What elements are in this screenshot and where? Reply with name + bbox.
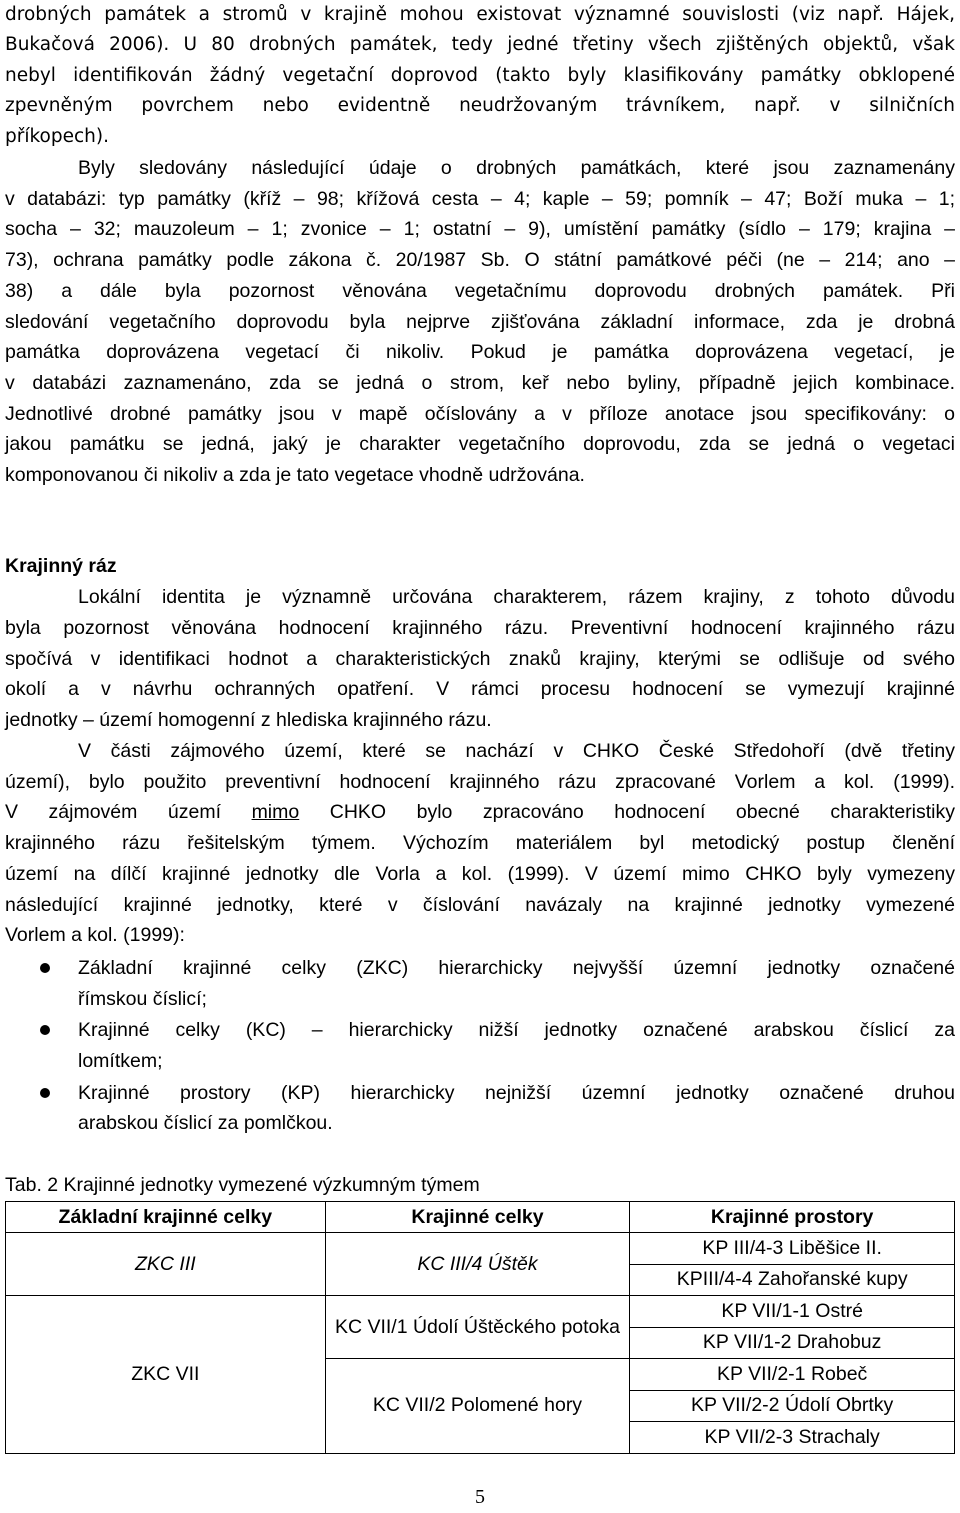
- bullet-text: římskou číslicí;: [78, 988, 207, 1010]
- text-span: CHKO bylo zpracováno hodnocení obecné charakteristiky: [299, 801, 956, 823]
- column-header: Základní krajinné celky: [6, 1202, 326, 1233]
- underlined-word: mimo: [251, 801, 300, 823]
- text-line: následující krajinné jednotky, které v číslování navázaly na krajinné jednotky vymezené: [5, 894, 955, 916]
- text-line: Jednotlivé drobné památky jsou v mapě očíslovány a v příloze anotace jsou specifikovány: o: [5, 403, 955, 425]
- text-line: byla pozornost věnována hodnocení krajinného rázu. Preventivní hodnocení krajinného rázu: [5, 617, 955, 639]
- text-line: okolí a v návrhu ochranných opatření. V rámci procesu hodnocení se vymezují krajinné: [5, 678, 955, 700]
- text-line: památka doprovázena vegetací či nikoliv. Pokud je památka doprovázena vegetací, je: [5, 341, 955, 363]
- kp-cell: KP VII/2-1 Robeč: [630, 1359, 955, 1391]
- kp-cell: KP VII/1-2 Drahobuz: [630, 1327, 955, 1359]
- text-line: sledování vegetačního doprovodu byla nejprve zjišťována základní informace, zda je drobná: [5, 311, 955, 333]
- kc-cell: KC VII/2 Polomené hory: [325, 1359, 630, 1454]
- bullet-text: Krajinné celky (KC) – hierarchicky nižší jednotky označené arabskou číslicí za: [78, 1019, 955, 1041]
- text-line: Lokální identita je významně určována charakterem, rázem krajiny, z tohoto důvodu: [78, 586, 955, 608]
- bullet-text: Krajinné prostory (KP) hierarchicky nejnižší územní jednotky označené druhou: [78, 1082, 955, 1104]
- text-line-with-underline: [5, 797, 955, 827]
- column-header: Krajinné celky: [325, 1202, 630, 1233]
- text-line: drobných památek a stromů v krajině mohou existovat významné souvislosti (viz např. Hájek,: [5, 4, 955, 25]
- kc-cell: KC III/4 Úštěk: [325, 1233, 630, 1296]
- text-line: Byly sledovány následující údaje o drobných památkách, které jsou zaznamenány: [78, 157, 955, 179]
- text-line: komponovanou či nikoliv a zda je tato vegetace vhodně udržována.: [5, 464, 585, 486]
- page-number: 5: [475, 1486, 485, 1508]
- text-line: jednotky – území homogenní z hlediska krajinného rázu.: [5, 709, 492, 731]
- zkc-cell: ZKC VII: [6, 1296, 326, 1454]
- kp-cell: KP VII/2-2 Údolí Obrtky: [630, 1390, 955, 1422]
- table-header-row: [6, 1202, 955, 1233]
- text-line: území na dílčí krajinné jednotky dle Vorla a kol. (1999). V území mimo CHKO byly vymezeny: [5, 863, 955, 885]
- text-line: spočívá v identifikaci hodnot a charakteristických znaků krajiny, kterými se odlišuje od svého: [5, 648, 955, 670]
- kp-cell: KP III/4-3 Liběšice II.: [630, 1233, 955, 1265]
- kp-cell: KP VII/2-3 Strachaly: [630, 1422, 955, 1454]
- table-row: [6, 1296, 955, 1328]
- section-heading: Krajinný ráz: [5, 555, 117, 577]
- text-span: V zájmovém území: [5, 801, 252, 823]
- zkc-cell: ZKC III: [6, 1233, 326, 1296]
- bullet-dot: [40, 1025, 50, 1035]
- bullet-text: lomítkem;: [78, 1050, 163, 1072]
- text-line: území), bylo použito preventivní hodnocení krajinného rázu zpracované Vorlem a kol. (1999).: [5, 771, 955, 793]
- bullet-text: arabskou číslicí za pomlčkou.: [78, 1112, 333, 1134]
- text-line: socha – 32; mauzoleum – 1; zvonice – 1; ostatní – 9), umístění památky (sídlo – 179; krajina –: [5, 218, 955, 240]
- text-line: Vorlem a kol. (1999):: [5, 924, 185, 946]
- bullet-dot: [40, 1088, 50, 1098]
- text-line: nebyl identifikován žádný vegetační doprovod (takto byly klasifikovány památky obklopené: [5, 65, 955, 86]
- text-line: Bukačová 2006). U 80 drobných památek, tedy jedné třetiny všech zjištěných objektů, však: [5, 34, 955, 55]
- text-line: 38) a dále byla pozornost věnována vegetačnímu doprovodu drobných památek. Při: [5, 280, 955, 302]
- text-line: 73), ochrana památky podle zákona č. 20/1987 Sb. O státní památkové péči (ne – 214; ano –: [5, 249, 955, 271]
- text-line: krajinného rázu řešitelským týmem. Výchozím materiálem byl metodický postup členění: [5, 832, 955, 854]
- text-line: příkopech).: [5, 126, 109, 147]
- bullet-dot: [40, 963, 50, 973]
- table-row: [6, 1233, 955, 1265]
- column-header: Krajinné prostory: [630, 1202, 955, 1233]
- table-caption: Tab. 2 Krajinné jednotky vymezené výzkumným týmem: [5, 1174, 480, 1196]
- text-line: zpevněným povrchem nebo evidentně neudržovaným trávníkem, např. v silničních: [5, 95, 955, 116]
- text-line: v databázi zaznamenáno, zda se jedná o strom, keř nebo byliny, případně jejich kombinace.: [5, 372, 955, 394]
- text-line: V části zájmového území, které se nachází v CHKO České Středohoří (dvě třetiny: [78, 740, 955, 762]
- landscape-units-table: [5, 1201, 955, 1454]
- kc-cell: KC VII/1 Údolí Úštěckého potoka: [325, 1296, 630, 1359]
- text-line: jakou památku se jedná, jaký je charakter vegetačního doprovodu, zda se jedná o vegetaci: [5, 433, 955, 455]
- text-line: v databázi: typ památky (kříž – 98; křížová cesta – 4; kaple – 59; pomník – 47; Boží muka – 1;: [5, 188, 955, 210]
- kp-cell: KPIII/4-4 Zahořanské kupy: [630, 1264, 955, 1296]
- kp-cell: KP VII/1-1 Ostré: [630, 1296, 955, 1328]
- bullet-text: Základní krajinné celky (ZKC) hierarchicky nejvyšší územní jednotky označené: [78, 957, 955, 979]
